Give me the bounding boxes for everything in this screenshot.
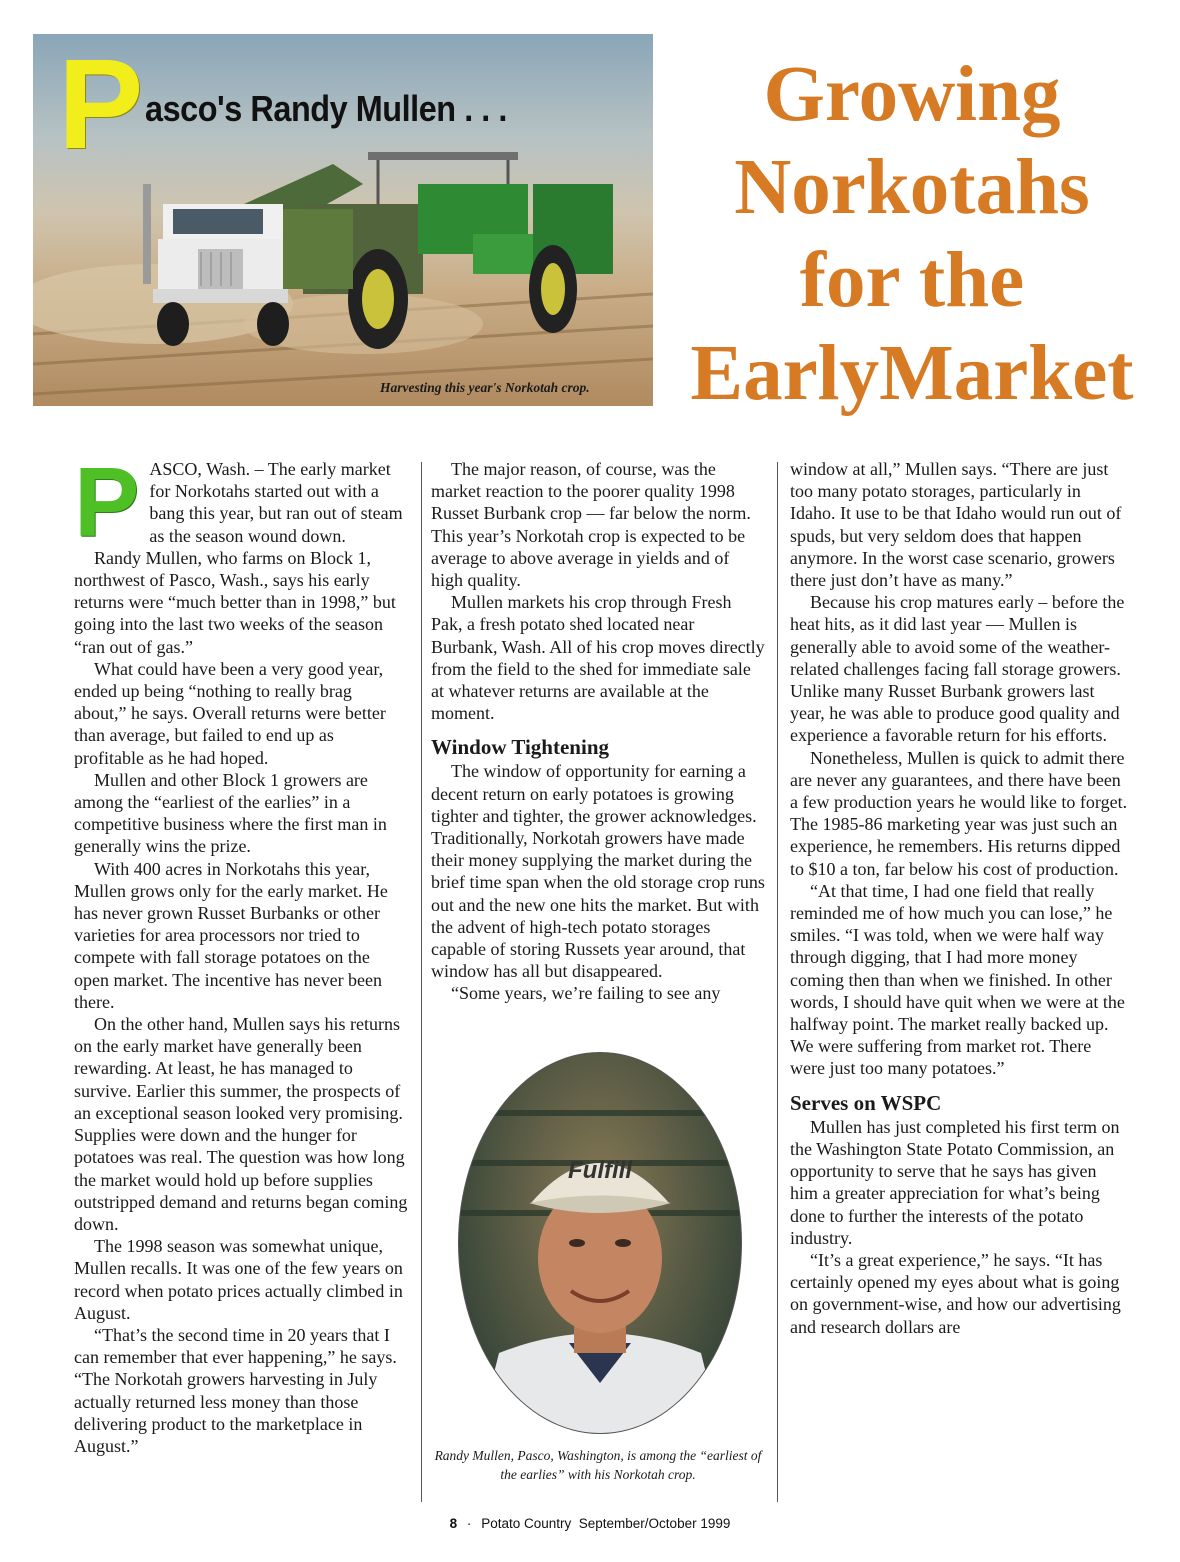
paragraph: “Some years, we’re failing to see any — [451, 983, 721, 1004]
headline-line: EarlyMarket — [690, 330, 1134, 417]
portrait-caption: Randy Mullen, Pasco, Washington, is among the “earliest of the earlies” with his Norkotah crop. — [434, 1448, 762, 1482]
subhead-serves-on-wspc: Serves on WSPC — [790, 1090, 942, 1115]
page-number: 8 — [449, 1516, 458, 1531]
article-column-1 — [74, 447, 408, 1457]
headline-line: Norkotahs — [734, 144, 1090, 231]
column-divider — [777, 462, 778, 1502]
headline — [662, 48, 1162, 420]
paragraph: Mullen has just completed his first term on the Washington State Potato Commission, an opportunity to serve that he says has given him a greater appreciation for what’s being done to further the interests of the potato industry. — [790, 1116, 1120, 1248]
paragraph: Nonetheless, Mullen is quick to admit there are never any guarantees, and there have been a few production years he would like to forget. The 1985-86 marketing year was just such an experience, he remembers. His returns dipped to $10 a ton, far below his cost of production. — [790, 747, 1128, 879]
paragraph: The major reason, of course, was the market reaction to the poorer quality 1998 Russet Burbank crop — far below the norm. This year’s Norkotah crop is expected to be average to above average in yields and of high quality. — [431, 459, 751, 591]
drop-cap: P — [74, 447, 140, 557]
paragraph: The 1998 season was somewhat unique, Mullen recalls. It was one of the few years on record when potato prices actually climbed in August. — [74, 1236, 403, 1323]
paragraph: “That’s the second time in 20 years that I can remember that ever happening,” he says. “The Norkotah growers harvesting in July actually returned less money than those delivering product to the marketplace in August.” — [74, 1324, 397, 1456]
paragraph: The window of opportunity for earning a decent return on early potatoes is growing tighter and tighter, the grower acknowledges. Traditionally, Norkotah growers have made their money supplying the market during the brief time span when the old storage crop runs out and the new one hits the market. But with the advent of high-tech potato storages capable of storing Russets year around, that window has all but disappeared. — [431, 761, 765, 982]
kicker-initial: P — [58, 32, 144, 176]
paragraph: Mullen and other Block 1 growers are among the “earliest of the earlies” in a competitive business where the first man in generally wins the prize. — [74, 769, 387, 857]
article-column-3 — [790, 458, 1128, 1338]
headline-line: Growing — [763, 51, 1061, 138]
page-footer — [0, 1516, 1180, 1531]
paragraph: Randy Mullen, who farms on Block 1, northwest of Pasco, Wash., says his early returns were “much better than in 1998,” but going into the last two weeks of the season “ran out of gas.” — [74, 547, 396, 657]
subhead-window-tightening: Window Tightening — [431, 735, 609, 760]
article-column-2 — [431, 458, 765, 1005]
paragraph: Because his crop matures early – before the heat hits, as it did last year — Mullen is generally able to avoid some of the weather-related challenges facing fall storage growers. Unlike many Russet Burbank growers last year, he was able to produce good quality and experience a favorable return for his efforts. — [790, 592, 1125, 746]
portrait-photo — [458, 1052, 742, 1434]
kicker-text: asco's Randy Mullen . . . — [145, 88, 508, 129]
paragraph: window at all,” Mullen says. “There are just too many potato storages, particularly in Idaho. It use to be that Idaho would run out of spuds, but very seldom does that happen anymore. In the worst case scenario, growers there just don’t have as many.” — [790, 459, 1122, 591]
publication-name: Potato Country — [481, 1516, 572, 1531]
footer-separator: · — [466, 1516, 472, 1531]
paragraph: “At that time, I had one field that really reminded me of how much you can lose,” he smiles. “I was told, when we were half way through digging, that I had more money coming then than when we finished. In other words, I should have quit when we were at the halfway point. The market really backed up. We were suffering from market rot. There were just too many potatoes.” — [790, 880, 1125, 1079]
photo-caption: Harvesting this year's Norkotah crop. — [380, 380, 590, 395]
paragraph: With 400 acres in Norkotahs this year, Mullen grows only for the early market. He has never grown Russet Burbanks or other varieties for area processors nor tried to compete with fall storage potatoes on the open market. The incentive has never been there. — [74, 858, 388, 1012]
paragraph: On the other hand, Mullen says his returns on the early market have generally been rewarding. At least, he has managed to survive. Earlier this summer, the prospects of an exceptional season looked very promising. Supplies were down and the hunger for potatoes was real. The question was how long the market would hold up before supplies outstripped demand and returns began coming down. — [74, 1014, 408, 1234]
paragraph: ASCO, Wash. – The early market for Norkotahs started out with a bang this year, but ran out of steam as the season wound down. — [149, 459, 403, 546]
kicker — [58, 32, 548, 176]
headline-line: for the — [799, 237, 1025, 324]
cap-logo: Fulfill — [568, 1157, 632, 1184]
issue-date: September/October 1999 — [578, 1516, 731, 1531]
column-divider — [421, 462, 422, 1502]
paragraph: What could have been a very good year, ended up being “nothing to really brag about,” he says. Overall returns were better than average, but failed to end up as profitable as he had hoped. — [74, 658, 386, 768]
paragraph: “It’s a great experience,” he says. “It has certainly opened my eyes about what is going on government-wise, and how our advertising and research dollars are — [790, 1249, 1121, 1337]
portrait-illustration — [459, 1053, 741, 1433]
paragraph: Mullen markets his crop through Fresh Pak, a fresh potato shed located near Burbank, Wash. All of his crop moves directly from the field to the shed for immediate sale at whatever returns are available at the moment. — [431, 592, 765, 724]
